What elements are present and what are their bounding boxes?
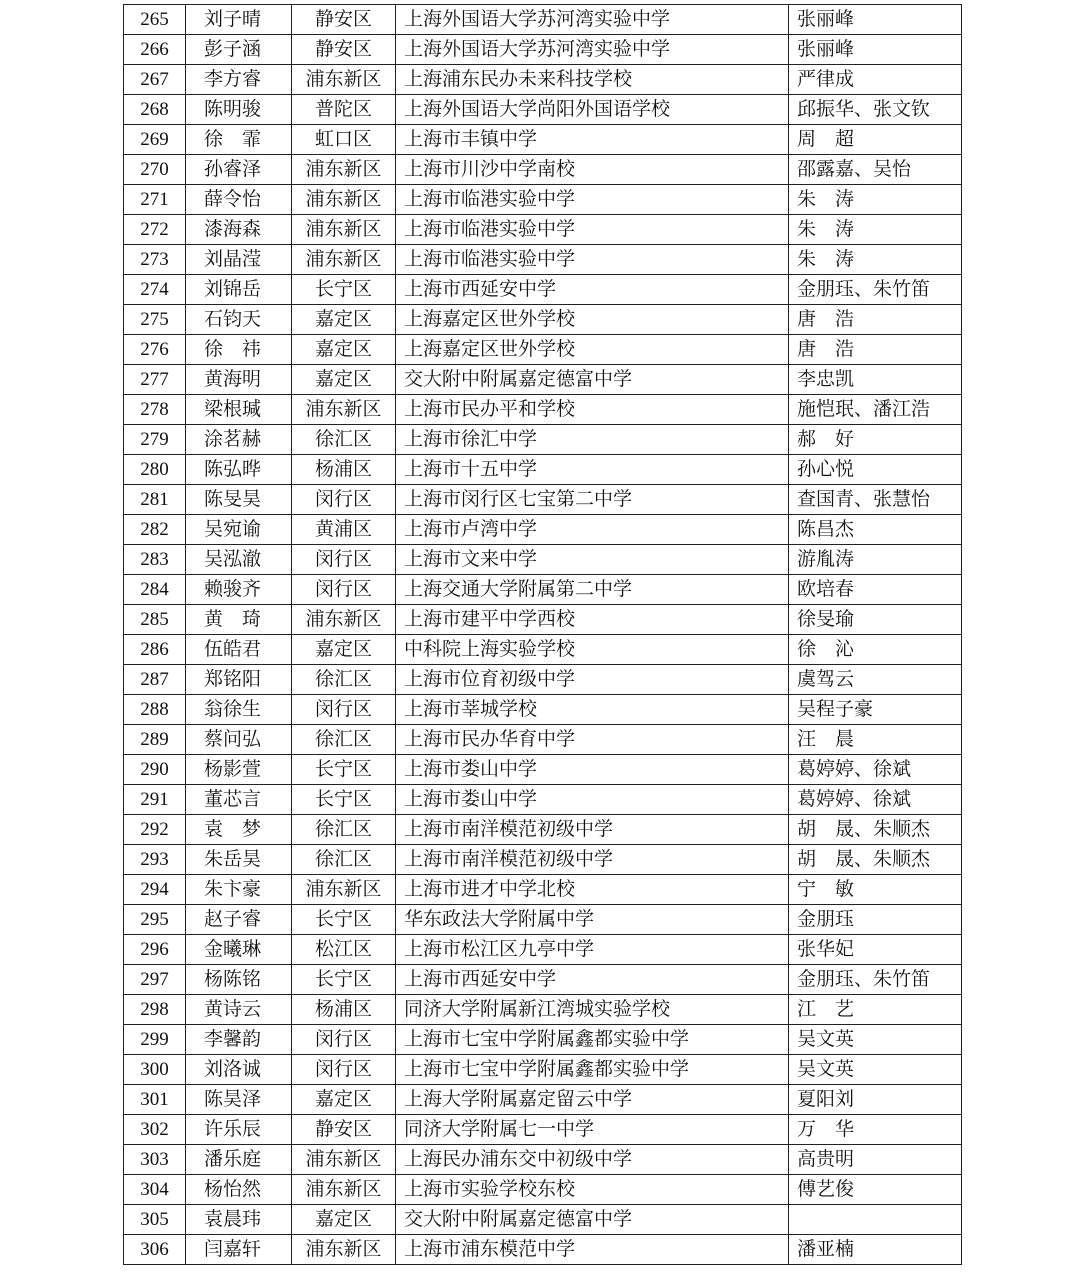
student-name: 郑铭阳	[186, 665, 292, 695]
row-number: 306	[124, 1235, 186, 1265]
school-name: 同济大学附属新江湾城实验学校	[396, 995, 789, 1025]
row-number: 299	[124, 1025, 186, 1055]
student-name: 董芯言	[186, 785, 292, 815]
school-name: 上海市文来中学	[396, 545, 789, 575]
student-name: 杨陈铭	[186, 965, 292, 995]
table-row	[124, 425, 962, 455]
table-row	[124, 965, 962, 995]
table-row	[124, 875, 962, 905]
row-number: 265	[124, 5, 186, 35]
teacher-name: 孙心悦	[789, 455, 962, 485]
table-row	[124, 515, 962, 545]
district: 嘉定区	[292, 335, 396, 365]
row-number: 300	[124, 1055, 186, 1085]
district: 闵行区	[292, 485, 396, 515]
teacher-name: 欧培春	[789, 575, 962, 605]
district: 浦东新区	[292, 185, 396, 215]
row-number: 290	[124, 755, 186, 785]
district: 浦东新区	[292, 1235, 396, 1265]
school-name: 上海市川沙中学南校	[396, 155, 789, 185]
row-number: 271	[124, 185, 186, 215]
district: 静安区	[292, 1115, 396, 1145]
school-name: 上海市民办华育中学	[396, 725, 789, 755]
teacher-name: 徐旻瑜	[789, 605, 962, 635]
row-number: 275	[124, 305, 186, 335]
teacher-name: 严律成	[789, 65, 962, 95]
district: 浦东新区	[292, 1175, 396, 1205]
district: 浦东新区	[292, 245, 396, 275]
district: 闵行区	[292, 1055, 396, 1085]
teacher-name: 张丽峰	[789, 5, 962, 35]
student-name: 漆海森	[186, 215, 292, 245]
teacher-name: 朱 涛	[789, 185, 962, 215]
table-row	[124, 695, 962, 725]
school-name: 上海市浦东模范中学	[396, 1235, 789, 1265]
teacher-name: 周 超	[789, 125, 962, 155]
row-number: 272	[124, 215, 186, 245]
table-row	[124, 815, 962, 845]
district: 嘉定区	[292, 635, 396, 665]
district: 长宁区	[292, 275, 396, 305]
row-number: 294	[124, 875, 186, 905]
district: 嘉定区	[292, 1205, 396, 1235]
row-number: 286	[124, 635, 186, 665]
row-number: 267	[124, 65, 186, 95]
student-name: 刘洛诚	[186, 1055, 292, 1085]
table-row	[124, 845, 962, 875]
teacher-name: 潘亚楠	[789, 1235, 962, 1265]
table-row	[124, 575, 962, 605]
teacher-name: 邵露嘉、吴怡	[789, 155, 962, 185]
table-row	[124, 1205, 962, 1235]
row-number: 278	[124, 395, 186, 425]
school-name: 上海市临港实验中学	[396, 245, 789, 275]
student-name: 彭子涵	[186, 35, 292, 65]
teacher-name: 夏阳刘	[789, 1085, 962, 1115]
table-row	[124, 245, 962, 275]
school-name: 上海市南洋模范初级中学	[396, 815, 789, 845]
teacher-name: 万 华	[789, 1115, 962, 1145]
row-number: 301	[124, 1085, 186, 1115]
school-name: 上海市西延安中学	[396, 275, 789, 305]
student-name: 刘子晴	[186, 5, 292, 35]
student-name: 黄诗云	[186, 995, 292, 1025]
teacher-name: 查国青、张慧怡	[789, 485, 962, 515]
row-number: 283	[124, 545, 186, 575]
row-number: 280	[124, 455, 186, 485]
school-name: 华东政法大学附属中学	[396, 905, 789, 935]
table-row	[124, 65, 962, 95]
row-number: 288	[124, 695, 186, 725]
teacher-name: 唐 浩	[789, 305, 962, 335]
teacher-name	[789, 1205, 962, 1235]
table-row	[124, 635, 962, 665]
school-name: 上海市娄山中学	[396, 785, 789, 815]
row-number: 282	[124, 515, 186, 545]
district: 浦东新区	[292, 155, 396, 185]
row-number: 289	[124, 725, 186, 755]
row-number: 292	[124, 815, 186, 845]
row-number: 303	[124, 1145, 186, 1175]
teacher-name: 邱振华、张文钦	[789, 95, 962, 125]
student-name: 薛令怡	[186, 185, 292, 215]
district: 嘉定区	[292, 1085, 396, 1115]
table-row	[124, 365, 962, 395]
row-number: 297	[124, 965, 186, 995]
student-name: 李馨韵	[186, 1025, 292, 1055]
student-name: 梁根瑊	[186, 395, 292, 425]
row-number: 268	[124, 95, 186, 125]
table-row	[124, 305, 962, 335]
school-name: 上海市进才中学北校	[396, 875, 789, 905]
district: 黄浦区	[292, 515, 396, 545]
teacher-name: 胡 晟、朱顺杰	[789, 815, 962, 845]
student-name: 陈旻昊	[186, 485, 292, 515]
district: 浦东新区	[292, 215, 396, 245]
student-name: 伍皓君	[186, 635, 292, 665]
table-row	[124, 935, 962, 965]
table-row	[124, 785, 962, 815]
district: 闵行区	[292, 575, 396, 605]
teacher-name: 胡 晟、朱顺杰	[789, 845, 962, 875]
table-row	[124, 485, 962, 515]
teacher-name: 张丽峰	[789, 35, 962, 65]
teacher-name: 朱 涛	[789, 215, 962, 245]
teacher-name: 吴文英	[789, 1055, 962, 1085]
document-page	[123, 4, 961, 1265]
row-number: 287	[124, 665, 186, 695]
district: 闵行区	[292, 1025, 396, 1055]
district: 闵行区	[292, 695, 396, 725]
row-number: 305	[124, 1205, 186, 1235]
student-name: 吴泓澈	[186, 545, 292, 575]
student-name: 赵子睿	[186, 905, 292, 935]
row-number: 295	[124, 905, 186, 935]
roster-table-body	[124, 5, 962, 1265]
row-number: 284	[124, 575, 186, 605]
table-row	[124, 395, 962, 425]
student-name: 黄 琦	[186, 605, 292, 635]
student-name: 袁晨玮	[186, 1205, 292, 1235]
table-row	[124, 905, 962, 935]
teacher-name: 游胤涛	[789, 545, 962, 575]
student-name: 孙睿泽	[186, 155, 292, 185]
school-name: 上海嘉定区世外学校	[396, 305, 789, 335]
student-name: 石钧天	[186, 305, 292, 335]
school-name: 上海外国语大学尚阳外国语学校	[396, 95, 789, 125]
school-name: 同济大学附属七一中学	[396, 1115, 789, 1145]
district: 闵行区	[292, 545, 396, 575]
student-name: 潘乐庭	[186, 1145, 292, 1175]
table-row	[124, 95, 962, 125]
row-number: 270	[124, 155, 186, 185]
table-row	[124, 125, 962, 155]
student-name: 陈明骏	[186, 95, 292, 125]
school-name: 上海市建平中学西校	[396, 605, 789, 635]
school-name: 上海市七宝中学附属鑫都实验中学	[396, 1055, 789, 1085]
table-row	[124, 5, 962, 35]
row-number: 276	[124, 335, 186, 365]
student-name: 刘晶滢	[186, 245, 292, 275]
school-name: 上海嘉定区世外学校	[396, 335, 789, 365]
student-name: 袁 梦	[186, 815, 292, 845]
district: 虹口区	[292, 125, 396, 155]
student-name: 蔡问弘	[186, 725, 292, 755]
school-name: 上海市实验学校东校	[396, 1175, 789, 1205]
school-name: 上海市莘城学校	[396, 695, 789, 725]
teacher-name: 汪 晨	[789, 725, 962, 755]
district: 长宁区	[292, 785, 396, 815]
district: 徐汇区	[292, 845, 396, 875]
table-row	[124, 1025, 962, 1055]
teacher-name: 虞驾云	[789, 665, 962, 695]
row-number: 274	[124, 275, 186, 305]
student-name: 杨影萱	[186, 755, 292, 785]
table-row	[124, 275, 962, 305]
school-name: 上海市卢湾中学	[396, 515, 789, 545]
teacher-name: 葛婷婷、徐斌	[789, 755, 962, 785]
teacher-name: 李忠凯	[789, 365, 962, 395]
table-row	[124, 1085, 962, 1115]
district: 静安区	[292, 35, 396, 65]
school-name: 交大附中附属嘉定德富中学	[396, 365, 789, 395]
school-name: 上海市临港实验中学	[396, 185, 789, 215]
table-row	[124, 215, 962, 245]
district: 嘉定区	[292, 365, 396, 395]
teacher-name: 张华妃	[789, 935, 962, 965]
row-number: 304	[124, 1175, 186, 1205]
roster-table	[123, 4, 962, 1265]
teacher-name: 傅艺俊	[789, 1175, 962, 1205]
school-name: 上海市丰镇中学	[396, 125, 789, 155]
teacher-name: 徐 沁	[789, 635, 962, 665]
district: 长宁区	[292, 905, 396, 935]
teacher-name: 葛婷婷、徐斌	[789, 785, 962, 815]
school-name: 上海交通大学附属第二中学	[396, 575, 789, 605]
district: 浦东新区	[292, 1145, 396, 1175]
student-name: 徐 霏	[186, 125, 292, 155]
table-row	[124, 335, 962, 365]
district: 杨浦区	[292, 455, 396, 485]
district: 长宁区	[292, 755, 396, 785]
district: 杨浦区	[292, 995, 396, 1025]
district: 长宁区	[292, 965, 396, 995]
table-row	[124, 755, 962, 785]
school-name: 上海市娄山中学	[396, 755, 789, 785]
student-name: 杨怡然	[186, 1175, 292, 1205]
student-name: 许乐辰	[186, 1115, 292, 1145]
row-number: 277	[124, 365, 186, 395]
student-name: 陈弘晔	[186, 455, 292, 485]
table-row	[124, 725, 962, 755]
school-name: 上海市徐汇中学	[396, 425, 789, 455]
school-name: 上海市西延安中学	[396, 965, 789, 995]
district: 浦东新区	[292, 605, 396, 635]
student-name: 金曦琳	[186, 935, 292, 965]
school-name: 上海市南洋模范初级中学	[396, 845, 789, 875]
district: 嘉定区	[292, 305, 396, 335]
table-row	[124, 1145, 962, 1175]
table-row	[124, 1175, 962, 1205]
school-name: 上海市闵行区七宝第二中学	[396, 485, 789, 515]
teacher-name: 吴程子豪	[789, 695, 962, 725]
student-name: 徐 祎	[186, 335, 292, 365]
table-row	[124, 605, 962, 635]
row-number: 291	[124, 785, 186, 815]
teacher-name: 金朋珏、朱竹笛	[789, 965, 962, 995]
table-row	[124, 995, 962, 1025]
teacher-name: 吴文英	[789, 1025, 962, 1055]
row-number: 273	[124, 245, 186, 275]
teacher-name: 江 艺	[789, 995, 962, 1025]
student-name: 吴宛谕	[186, 515, 292, 545]
row-number: 279	[124, 425, 186, 455]
district: 松江区	[292, 935, 396, 965]
table-row	[124, 1235, 962, 1265]
district: 徐汇区	[292, 725, 396, 755]
student-name: 李方睿	[186, 65, 292, 95]
school-name: 上海市松江区九亭中学	[396, 935, 789, 965]
school-name: 中科院上海实验学校	[396, 635, 789, 665]
row-number: 293	[124, 845, 186, 875]
table-row	[124, 545, 962, 575]
student-name: 刘锦岳	[186, 275, 292, 305]
teacher-name: 唐 浩	[789, 335, 962, 365]
row-number: 281	[124, 485, 186, 515]
district: 浦东新区	[292, 875, 396, 905]
table-row	[124, 35, 962, 65]
row-number: 296	[124, 935, 186, 965]
student-name: 朱卞豪	[186, 875, 292, 905]
school-name: 上海外国语大学苏河湾实验中学	[396, 35, 789, 65]
school-name: 上海大学附属嘉定留云中学	[396, 1085, 789, 1115]
row-number: 269	[124, 125, 186, 155]
row-number: 302	[124, 1115, 186, 1145]
school-name: 上海市位育初级中学	[396, 665, 789, 695]
district: 普陀区	[292, 95, 396, 125]
table-row	[124, 185, 962, 215]
school-name: 上海市临港实验中学	[396, 215, 789, 245]
student-name: 黄海明	[186, 365, 292, 395]
table-row	[124, 1055, 962, 1085]
teacher-name: 朱 涛	[789, 245, 962, 275]
row-number: 298	[124, 995, 186, 1025]
district: 静安区	[292, 5, 396, 35]
district: 徐汇区	[292, 665, 396, 695]
teacher-name: 宁 敏	[789, 875, 962, 905]
school-name: 交大附中附属嘉定德富中学	[396, 1205, 789, 1235]
district: 徐汇区	[292, 815, 396, 845]
student-name: 陈昊泽	[186, 1085, 292, 1115]
school-name: 上海市十五中学	[396, 455, 789, 485]
row-number: 266	[124, 35, 186, 65]
district: 浦东新区	[292, 395, 396, 425]
teacher-name: 高贵明	[789, 1145, 962, 1175]
teacher-name: 施恺珉、潘江浩	[789, 395, 962, 425]
student-name: 涂茗赫	[186, 425, 292, 455]
row-number: 285	[124, 605, 186, 635]
school-name: 上海市七宝中学附属鑫都实验中学	[396, 1025, 789, 1055]
student-name: 朱岳昊	[186, 845, 292, 875]
table-row	[124, 665, 962, 695]
district: 徐汇区	[292, 425, 396, 455]
table-row	[124, 1115, 962, 1145]
teacher-name: 陈昌杰	[789, 515, 962, 545]
student-name: 赖骏齐	[186, 575, 292, 605]
student-name: 翁徐生	[186, 695, 292, 725]
teacher-name: 郝 好	[789, 425, 962, 455]
student-name: 闫嘉轩	[186, 1235, 292, 1265]
teacher-name: 金朋珏	[789, 905, 962, 935]
school-name: 上海外国语大学苏河湾实验中学	[396, 5, 789, 35]
district: 浦东新区	[292, 65, 396, 95]
table-row	[124, 155, 962, 185]
school-name: 上海市民办平和学校	[396, 395, 789, 425]
school-name: 上海民办浦东交中初级中学	[396, 1145, 789, 1175]
teacher-name: 金朋珏、朱竹笛	[789, 275, 962, 305]
school-name: 上海浦东民办未来科技学校	[396, 65, 789, 95]
table-row	[124, 455, 962, 485]
